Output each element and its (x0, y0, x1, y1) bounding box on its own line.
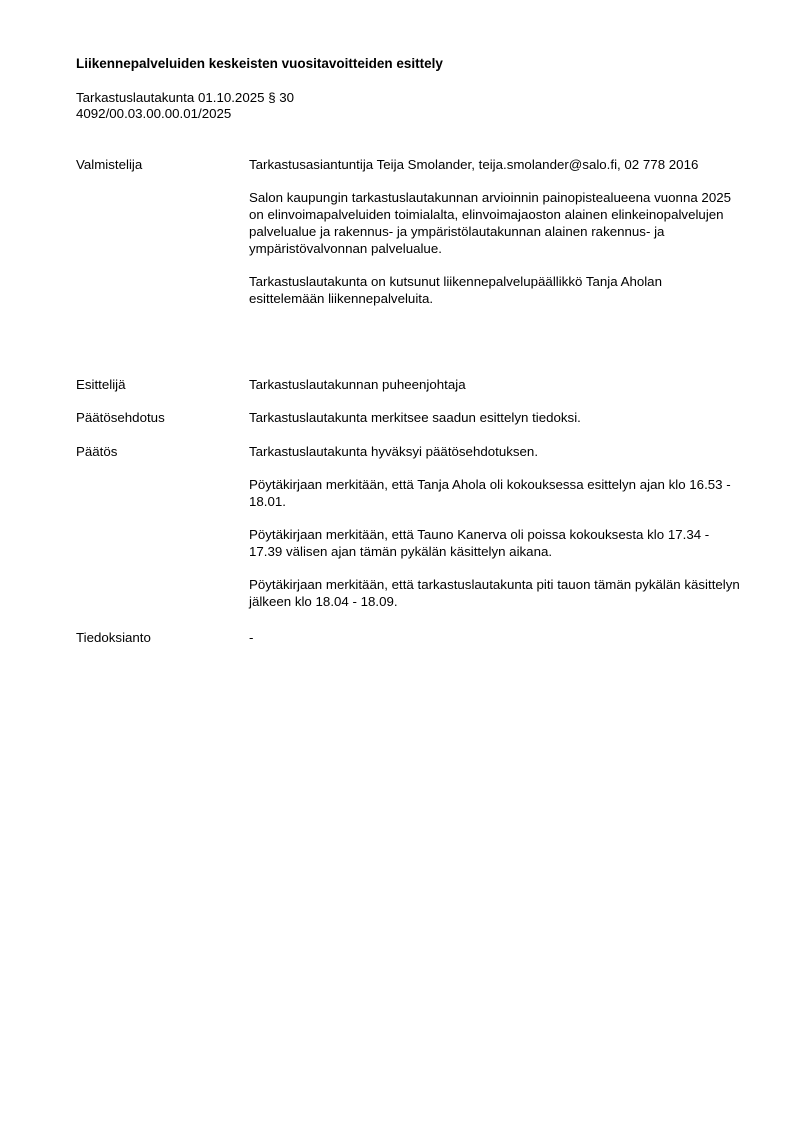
document-title: Liikennepalveluiden keskeisten vuositavoitteiden esittely (76, 56, 443, 71)
section-content: Tarkastuslautakunnan puheenjohtaja (249, 377, 466, 392)
paragraph: Pöytäkirjaan merkitään, että Tauno Kanerva oli poissa kokouksesta klo 17.34 - 17.39 välisen ajan tämän pykälän käsittelyn aikana. (249, 527, 710, 560)
section-label: Päätösehdotus (76, 410, 165, 425)
section-content (249, 157, 741, 324)
section-label: Esittelijä (76, 377, 126, 392)
section-content: Tarkastuslautakunta merkitsee saadun esittelyn tiedoksi. (249, 410, 581, 425)
paragraph: Salon kaupungin tarkastuslautakunnan arvioinnin painopistealueena vuonna 2025 on elinvoimapalveluiden toimialalta, elinvoimajaoston alainen elinkeinopalvelujen palvelualue ja rakennus- ja ympäristölautakunnan alainen rakennus- ja ympäristövalvonnan palvelualue. (249, 190, 732, 256)
paragraph: Tarkastuslautakunta on kutsunut liikennepalvelupäällikkö Tanja Aholan esittelemään liikennepalveluita. (249, 273, 662, 306)
section-content (249, 444, 741, 628)
meeting-reference: Tarkastuslautakunta 01.10.2025 § 30 (76, 90, 295, 105)
record-id: 4092/00.03.00.00.01/2025 (76, 106, 232, 121)
section-label: Tiedoksianto (76, 630, 151, 645)
section-content: - (249, 630, 254, 645)
section-label: Valmistelija (76, 157, 143, 172)
paragraph: Tarkastuslautakunta hyväksyi päätösehdotuksen. (249, 444, 539, 459)
paragraph: Pöytäkirjaan merkitään, että Tanja Ahola oli kokouksessa esittelyn ajan klo 16.53 - 18.01. (249, 477, 731, 510)
paragraph: Tarkastusasiantuntija Teija Smolander, teija.smolander@salo.fi, 02 778 2016 (249, 157, 699, 172)
paragraph: Pöytäkirjaan merkitään, että tarkastuslautakunta piti tauon tämän pykälän käsittelyn jälkeen klo 18.04 - 18.09. (249, 577, 740, 610)
section-label: Päätös (76, 444, 118, 459)
document-meta (76, 90, 294, 122)
